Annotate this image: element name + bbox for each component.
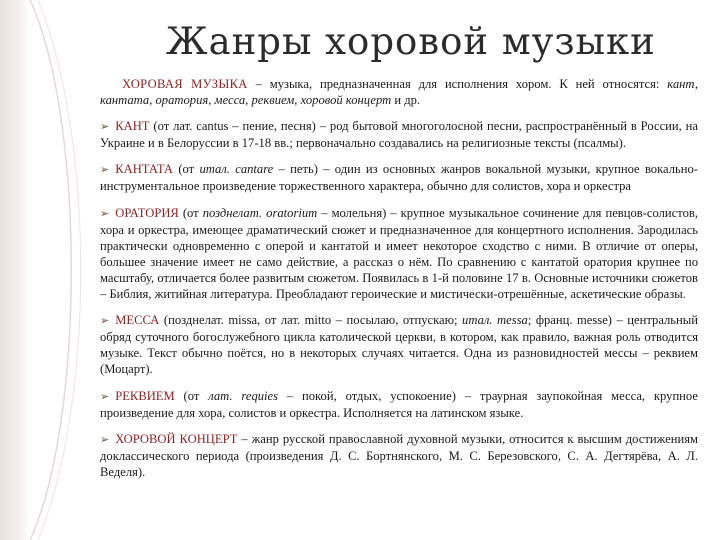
- def-kantata-b: – петь) – один из основных жанров вокальной музыки, крупное вокально-инструментальное произведение торжественного характера, обычно для солистов, хора и оркестра: [100, 162, 698, 194]
- def-kant: (от лат. cantus – пение, песня) – род бытовой многоголосной песни, распространённый в России, на Украине и в Белоруссии в 17-18 вв.; первоначально создавались на религиозные тексты (псалмы).: [100, 119, 698, 151]
- arrowhead-bullet-icon: ➢: [100, 314, 110, 328]
- def-rekviem-italic: лат. requies: [208, 388, 279, 403]
- list-item-kant: [100, 118, 698, 151]
- list-item-oratoriya: [100, 205, 698, 303]
- intro-paragraph: [100, 76, 698, 108]
- term-khorovoy-kontsert: ХОРОВОЙ КОНЦЕРТ: [115, 431, 238, 446]
- intro-term: ХОРОВАЯ МУЗЫКА: [122, 77, 248, 91]
- intro-text-1: – музыка, предназначенная для исполнения хором. К ней относятся:: [247, 77, 668, 91]
- arrowhead-bullet-icon: ➢: [100, 206, 110, 220]
- page-title: Жанры хоровой музыки: [166, 20, 656, 63]
- def-rekviem-b: – покой, отдых, успокоение) – траурная заупокойная месса, крупное произведение для хора, солистов и оркестра. Исполняется на латинском языке.: [100, 388, 698, 420]
- term-messa: МЕССА: [115, 313, 160, 328]
- list-item-rekviem: [100, 388, 698, 421]
- def-messa-italic: итал. messa: [462, 313, 528, 328]
- def-messa-b: ; франц. messe) – центральный обряд суточного богослужебного цикла католической церкви, в котором, как правило, важная роль отводится музыке. Текст обычно поётся, но в некоторых случаях читается. Одна из разновидностей мессы – реквием (Моцарт).: [100, 313, 698, 377]
- arrowhead-bullet-icon: ➢: [100, 120, 110, 134]
- def-kantata-a: (от: [173, 162, 200, 177]
- def-oratoriya-italic: позднелат. oratorium: [202, 205, 318, 220]
- arrowhead-bullet-icon: ➢: [100, 389, 110, 403]
- intro-examples: кант, кантата, оратория, месса, реквием, хоровой концерт: [100, 77, 698, 108]
- def-khorovoy-kontsert: – жанр русской православной духовной музыки, относится к высшим достижениям доклассического периода (произведения Д. С. Бортнянского, М. С. Березовского, С. А. Дегтярёва, А. Л. Веделя).: [100, 431, 698, 479]
- slide-content: [94, 0, 700, 540]
- term-kantata: КАНТАТА: [115, 162, 174, 177]
- def-rekviem-a: (от: [174, 388, 209, 403]
- arrowhead-bullet-icon: ➢: [100, 432, 110, 446]
- list-item-khorovoy-kontsert: [100, 431, 698, 480]
- arrowhead-bullet-icon: ➢: [100, 163, 110, 177]
- list-item-kantata: [100, 161, 698, 194]
- term-kant: КАНТ: [115, 119, 150, 134]
- def-oratoriya-a: (от: [178, 205, 203, 220]
- article-body: [100, 76, 698, 490]
- term-oratoriya: ОРАТОРИЯ: [115, 205, 179, 220]
- list-item-messa: [100, 312, 698, 377]
- def-kantata-italic: итал. cantare: [199, 162, 274, 177]
- def-oratoriya-b: – молельня) – крупное музыкальное сочинение для певцов-солистов, хора и оркестра, имеющее драматический сюжет и предназначенное для концертного исполнения. Зародилась практически одновременно с оперой и кантатой и имеет некоторое сходство с ними. В отличие от оперы, большее значение имеет не само действие, а рассказ о нём. По сравнению с кантатой оратория крупнее по масштабу, отличается более развитым сюжетом. Появилась в 1-й половине 17 в. Основные источники сюжетов – Библия, житийная литература. Преобладают героические и мистически-отрешённые, аскетические образы.: [100, 205, 698, 302]
- intro-text-2: и др.: [391, 93, 421, 108]
- def-messa-a: (позднелат. missa, от лат. mitto – посылаю, отпускаю;: [159, 313, 463, 328]
- term-rekviem: РЕКВИЕМ: [115, 388, 175, 403]
- decorative-curve: [0, 0, 95, 540]
